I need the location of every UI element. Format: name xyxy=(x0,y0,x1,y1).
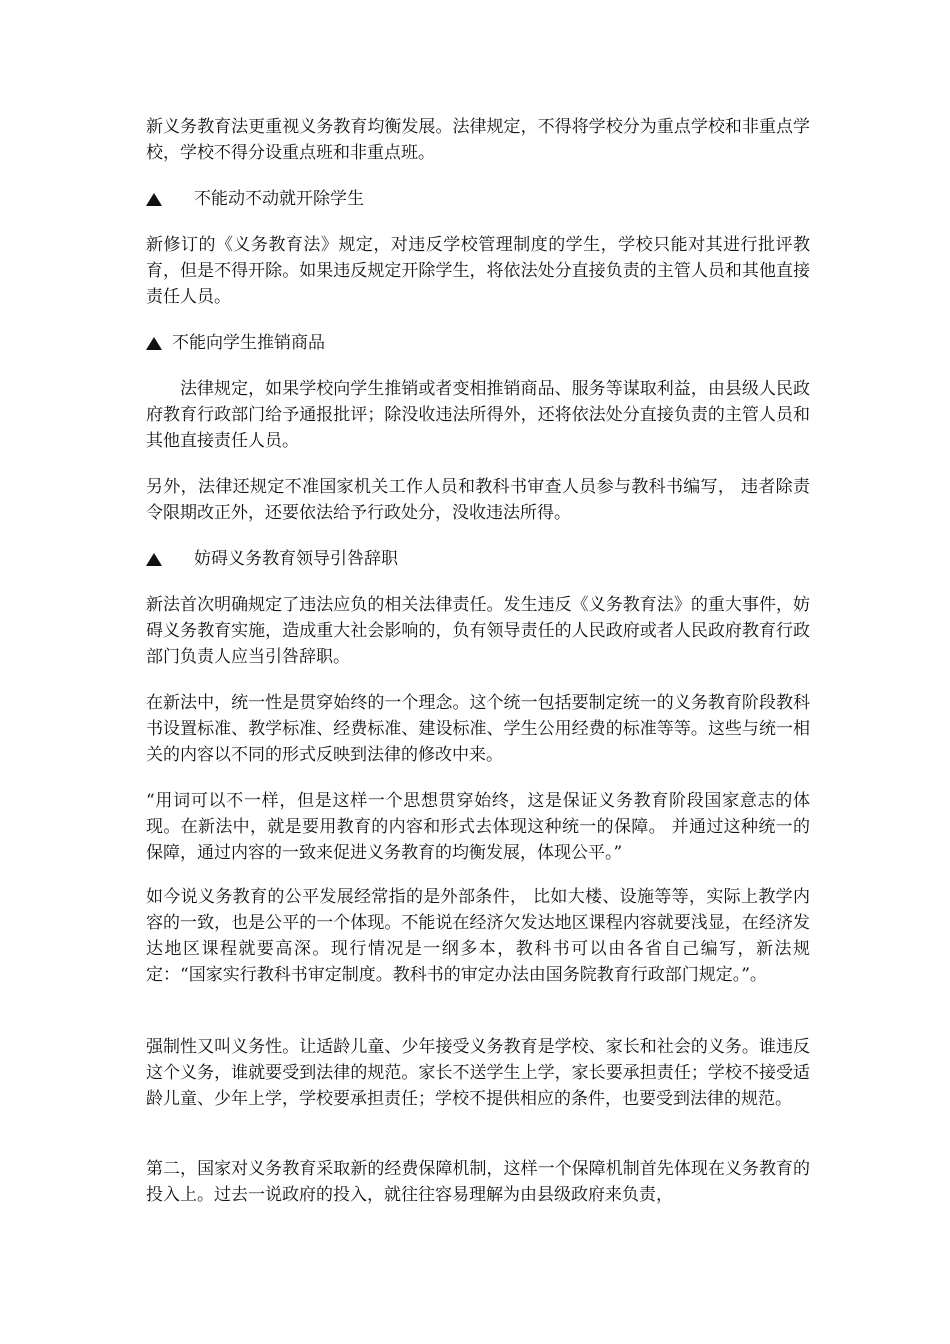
section-heading-resignation xyxy=(146,546,810,572)
paragraph-legal-responsibility: 新法首次明确规定了违法应负的相关法律责任。发生违反《义务教育法》的重大事件，妨碍义务教育实施，造成重大社会影响的，负有领导责任的人民政府或者人民政府教育行政部门负责人应当引咎辞职。 xyxy=(146,595,810,667)
section-heading-no-selling xyxy=(146,330,810,356)
paragraph-unity-concept: 在新法中，统一性是贯穿始终的一个理念。这个统一包括要制定统一的义务教育阶段教科书设置标准、教学标准、经费标准、建设标准、学生公用经费的标准等等。这些与统一相关的内容以不同的形式反映到法律的修改中来。 xyxy=(146,693,810,765)
paragraph-expulsion-rule: 新修订的《义务教育法》规定，对违反学校管理制度的学生，学校只能对其进行批评教育，但是不得开除。如果违反规定开除学生，将依法处分直接负责的主管人员和其他直接责任人员。 xyxy=(146,235,810,307)
triangle-bullet-icon xyxy=(146,337,162,350)
triangle-bullet-icon xyxy=(146,193,162,206)
triangle-bullet-icon xyxy=(146,553,162,566)
heading-label: 妨碍义务教育领导引咎辞职 xyxy=(194,549,398,569)
paragraph-quote-national-will: “用词可以不一样，但是这样一个思想贯穿始终，这是保证义务教育阶段国家意志的体现。在新法中，就是要用教育的内容和形式去体现这种统一的保障。 并通过这种统一的保障，通过内容的一致来促进义务教育的均衡发展，体现公平。” xyxy=(146,791,810,863)
paragraph-compulsory-nature: 强制性又叫义务性。让适龄儿童、少年接受义务教育是学校、家长和社会的义务。谁违反这个义务，谁就要受到法律的规范。家长不送学生上学，家长要承担责任；学校不接受适龄儿童、少年上学，学校要承担责任；学校不提供相应的条件，也要受到法律的规范。 xyxy=(146,1037,810,1109)
paragraph-funding-mechanism: 第二，国家对义务教育采取新的经费保障机制，这样一个保障机制首先体现在义务教育的投入上。过去一说政府的投入，就往往容易理解为由县级政府来负责， xyxy=(146,1159,810,1205)
paragraph-selling-rule: 法律规定，如果学校向学生推销或者变相推销商品、服务等谋取利益，由县级人民政府教育行政部门给予通报批评；除没收违法所得外，还将依法处分直接负责的主管人员和其他直接责任人员。 xyxy=(146,379,810,451)
heading-label: 不能动不动就开除学生 xyxy=(194,189,364,209)
paragraph-balanced-development: 新义务教育法更重视义务教育均衡发展。法律规定，不得将学校分为重点学校和非重点学校，学校不得分设重点班和非重点班。 xyxy=(146,117,810,163)
paragraph-textbook-writing: 另外，法律还规定不准国家机关工作人员和教科书审查人员参与教科书编写， 违者除责令限期改正外，还要依法给予行政处分，没收违法所得。 xyxy=(146,477,810,523)
paragraph-fairness-content: 如今说义务教育的公平发展经常指的是外部条件， 比如大楼、设施等等，实际上教学内容的一致，也是公平的一个体现。不能说在经济欠发达地区课程内容就要浅显，在经济发达地区课程就要高深。现行情况是一纲多本，教科书可以由各省自己编写，新法规定：“国家实行教科书审定制度。教科书的审定办法由国务院教育行政部门规定。”。 xyxy=(146,887,810,985)
section-heading-no-expulsion xyxy=(146,186,810,212)
heading-label: 不能向学生推销商品 xyxy=(172,333,325,353)
